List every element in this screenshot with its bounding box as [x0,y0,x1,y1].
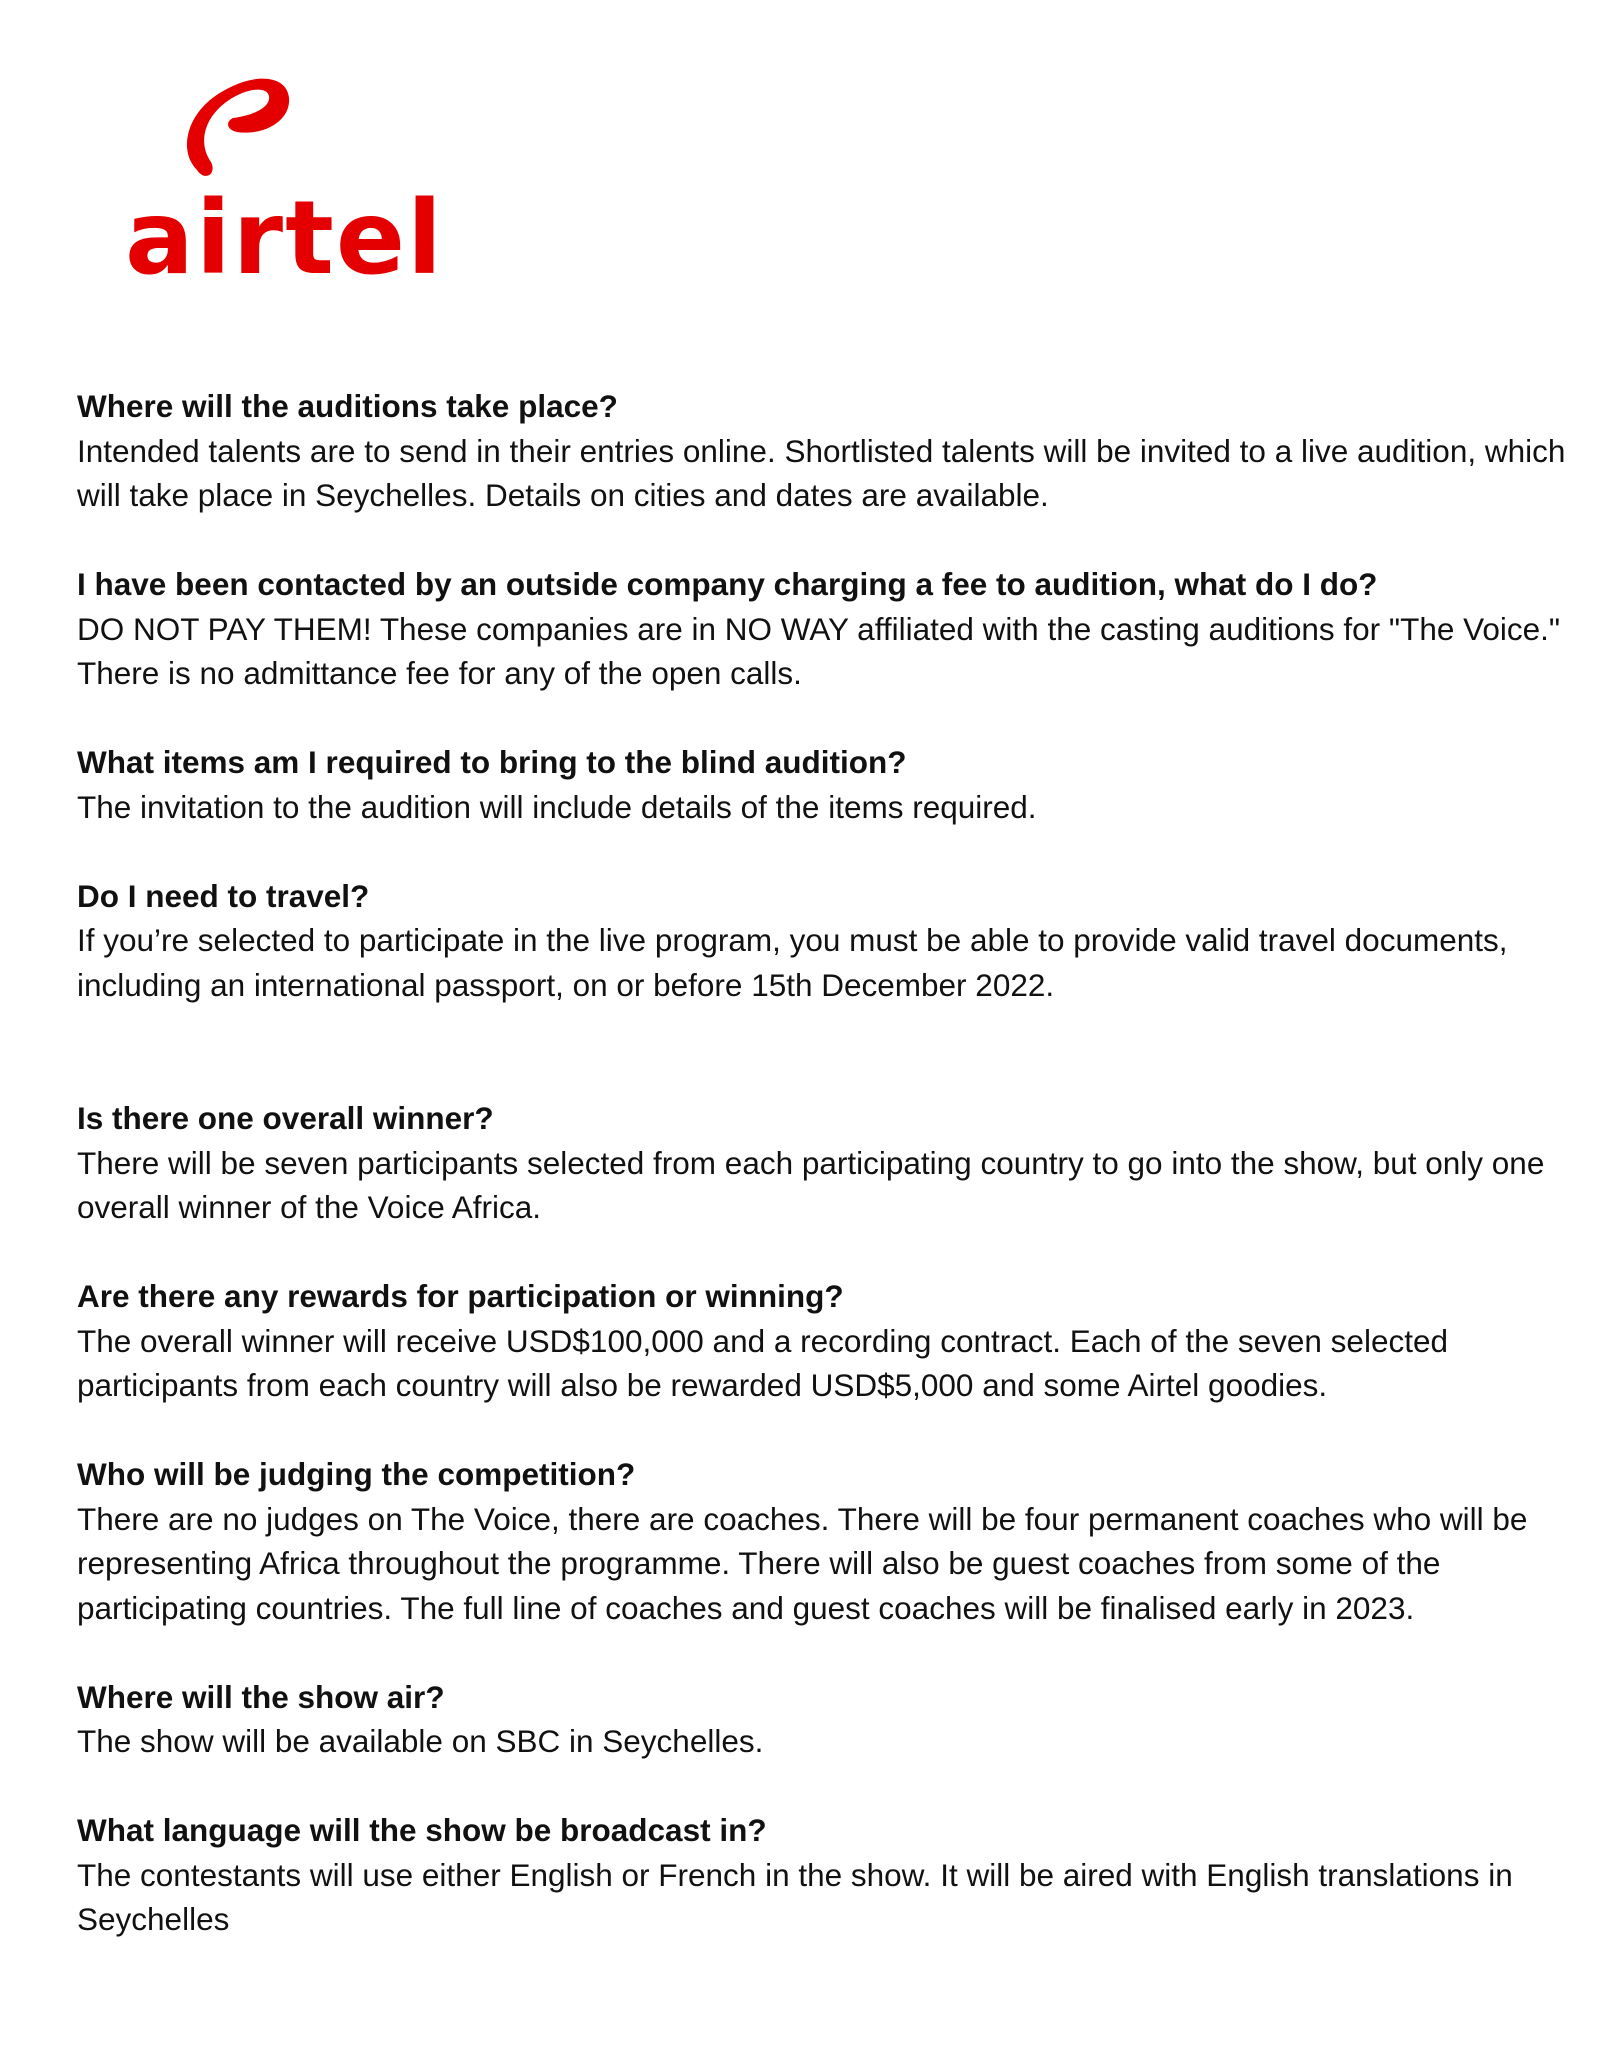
faq-question: Who will be judging the competition? [77,1456,636,1492]
faq-item [77,384,1587,518]
faq-question: Do I need to travel? [77,877,370,914]
airtel-wordmark: airtel [125,179,444,298]
faq-item [77,874,1587,1008]
faq-question: Is there one overall winner? [77,1100,494,1136]
faq-list [77,384,1587,1986]
faq-answer: There are no judges on The Voice, there are coaches. There will be four permanent coaches who will be representing Africa throughout the programme. There will also be guest coaches from some of the participating countries. The full line of coaches and guest coaches will be finalised early in 2023. [77,1500,1528,1626]
faq-answer: The overall winner will receive USD$100,000 and a recording contract. Each of the seven selected participants from each country will also be rewarded USD$5,000 and some Airtel goodies. [77,1322,1449,1403]
faq-answer: If you’re selected to participate in the live program, you must be able to provide valid travel documents, including an international passport, on or before 15th December 2022. [77,922,1508,1003]
airtel-logo [125,50,444,298]
faq-item [77,1808,1587,1942]
faq-item [77,740,1587,829]
faq-answer: The invitation to the audition will include details of the items required. [77,788,1037,825]
faq-question: What language will the show be broadcast in? [77,1812,767,1848]
faq-answer: Intended talents are to send in their entries online. Shortlisted talents will be invited to a live audition, which will take place in Seychelles. Details on cities and dates are available. [77,432,1566,513]
faq-question: Where will the auditions take place? [77,388,618,424]
faq-question: Where will the show air? [77,1678,445,1715]
faq-answer: DO NOT PAY THEM! These companies are in NO WAY affiliated with the casting auditions for "The Voice." There is no admittance fee for any of the open calls. [77,610,1561,691]
faq-item [77,1274,1587,1408]
faq-item [77,1096,1587,1230]
faq-answer: The show will be available on SBC in Seychelles. [77,1723,764,1759]
faq-question: I have been contacted by an outside company charging a fee to audition, what do I do? [77,566,1378,602]
faq-question: Are there any rewards for participation or winning? [77,1278,844,1314]
faq-question: What items am I required to bring to the blind audition? [77,744,907,780]
airtel-swirl-icon [175,50,295,185]
faq-item [77,1452,1587,1630]
faq-answer: The contestants will use either English or French in the show. It will be aired with English translations in Seychelles [77,1856,1513,1937]
faq-answer: There will be seven participants selected from each participating country to go into the show, but only one overall winner of the Voice Africa. [77,1144,1545,1225]
faq-item [77,1675,1587,1764]
faq-item [77,562,1587,696]
